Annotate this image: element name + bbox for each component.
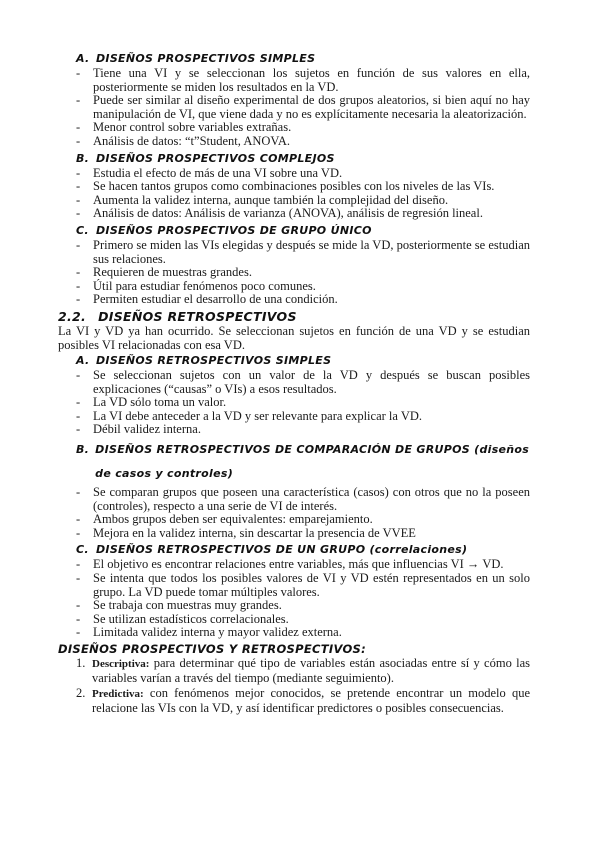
heading-retrospective-one-group	[76, 541, 530, 558]
item-text: con fenómenos mejor conocidos, se pretende encontrar un modelo que relacione las VIs con la VD, y así identificar predictores o posibles consecuencias.	[92, 686, 530, 715]
list-item: - Análisis de datos: “t”Student, ANOVA.	[76, 135, 530, 149]
list-item: - Puede ser similar al diseño experimental de dos grupos aleatorios, si bien aquí no hay manipulación de VI, que viene dada y no es explícitamente necesaria la aleatorización.	[76, 94, 530, 121]
heading-title: DISEÑOS RETROSPECTIVOS DE COMPARACIÓN DE GRUPOS (diseños de casos y controles)	[95, 443, 530, 481]
list-item: - Aumenta la validez interna, aunque también la complejidad del diseño.	[76, 194, 530, 208]
heading-title: DISEÑOS PROSPECTIVOS DE GRUPO ÚNICO	[96, 223, 372, 237]
list-prospective-single-group	[58, 239, 530, 307]
retrospective-intro: La VI y VD ya han ocurrido. Se seleccionan sujetos en función de una VD y se estudian posibles VI relacionadas con esa VD.	[58, 323, 530, 352]
heading-letter: C.	[76, 543, 89, 557]
numbered-list	[58, 657, 530, 715]
list-prospective-simple	[58, 67, 530, 149]
list-item: - Requieren de muestras grandes.	[76, 266, 530, 280]
list-item: - Menor control sobre variables extrañas.	[76, 121, 530, 135]
list-retrospective-simple	[58, 369, 530, 437]
heading-retrospective	[58, 308, 530, 325]
list-item: - Mejora en la validez interna, sin descartar la presencia de VVEE	[76, 527, 530, 541]
heading-prospective-complex	[76, 150, 530, 167]
heading-letter: C.	[76, 223, 89, 237]
heading-title: DISEÑOS PROSPECTIVOS COMPLEJOS	[96, 151, 335, 165]
list-retrospective-one-group	[58, 558, 530, 640]
list-item: - Permiten estudiar el desarrollo de una condición.	[76, 293, 530, 307]
list-item: - Se intenta que todos los posibles valores de VI y VD estén representados en un solo grupo. La VD puede tomar múltiples valores.	[76, 572, 530, 599]
heading-title: DISEÑOS RETROSPECTIVOS SIMPLES	[96, 354, 332, 368]
list-item: - Se comparan grupos que poseen una característica (casos) con otros que no la poseen (controles), respecto a una serie de VI de interés.	[76, 486, 530, 513]
item-number: 2.	[76, 686, 86, 701]
list-item: - Útil para estudiar fenómenos poco comunes.	[76, 280, 530, 294]
list-item: - Análisis de datos: Análisis de varianza (ANOVA), análisis de regresión lineal.	[76, 207, 530, 221]
heading-letter: B.	[76, 443, 90, 457]
list-item: - El objetivo es encontrar relaciones entre variables, más que influencias VI → VD.	[76, 558, 530, 572]
item-text: para determinar qué tipo de variables están asociadas entre sí y cómo las variables varían a través del tiempo (mediante seguimiento).	[92, 656, 530, 685]
heading-letter: A.	[76, 354, 90, 368]
item-term: Descriptiva:	[92, 658, 150, 670]
list-item: - Débil validez interna.	[76, 423, 530, 437]
item-term: Predictiva:	[92, 688, 144, 701]
list-retrospective-group-comparison	[58, 486, 530, 540]
list-item: - Se utilizan estadísticos correlacionales.	[76, 613, 530, 627]
item-number: 1.	[76, 656, 86, 670]
heading-title: DISEÑOS RETROSPECTIVOS DE UN GRUPO (correlaciones)	[96, 543, 468, 557]
list-item: - Ambos grupos deben ser equivalentes: emparejamiento.	[76, 513, 530, 527]
heading-retrospective-simple	[76, 352, 530, 369]
list-item: - Se hacen tantos grupos como combinaciones posibles con los niveles de las VIs.	[76, 180, 530, 194]
heading-letter: A.	[76, 52, 90, 65]
list-item: - Tiene una VI y se seleccionan los sujetos en función de sus valores en ella, posteriormente se miden los resultados en la VD.	[76, 67, 530, 94]
list-item: - Se seleccionan sujetos con un valor de la VD y después se buscan posibles explicaciones (“causas” o VIs) a esos resultados.	[76, 369, 530, 396]
list-item: - Primero se miden las VIs elegidas y después se mide la VD, posteriormente se estudian sus relaciones.	[76, 239, 530, 266]
list-item: - La VI debe anteceder a la VD y ser relevante para explicar la VD.	[76, 410, 530, 424]
list-item: - La VD sólo toma un valor.	[76, 396, 530, 410]
list-item: - Estudia el efecto de más de una VI sobre una VD.	[76, 167, 530, 181]
heading-title: DISEÑOS PROSPECTIVOS SIMPLES	[96, 52, 316, 65]
numbered-item	[76, 657, 530, 685]
list-item: - Se trabaja con muestras muy grandes.	[76, 599, 530, 613]
heading-letter: B.	[76, 151, 90, 165]
section-title: DISEÑOS RETROSPECTIVOS	[98, 308, 297, 324]
list-item: - Limitada validez interna y mayor validez externa.	[76, 626, 530, 640]
heading-prospective-single-group	[76, 222, 530, 239]
numbered-item	[76, 687, 530, 715]
heading-prospective-and-retrospective: DISEÑOS PROSPECTIVOS Y RETROSPECTIVOS:	[58, 642, 367, 656]
heading-prospective-simple	[76, 50, 530, 67]
list-prospective-complex	[58, 167, 530, 221]
section-number: 2.2.	[58, 308, 87, 324]
heading-retrospective-group-comparison	[76, 438, 530, 486]
